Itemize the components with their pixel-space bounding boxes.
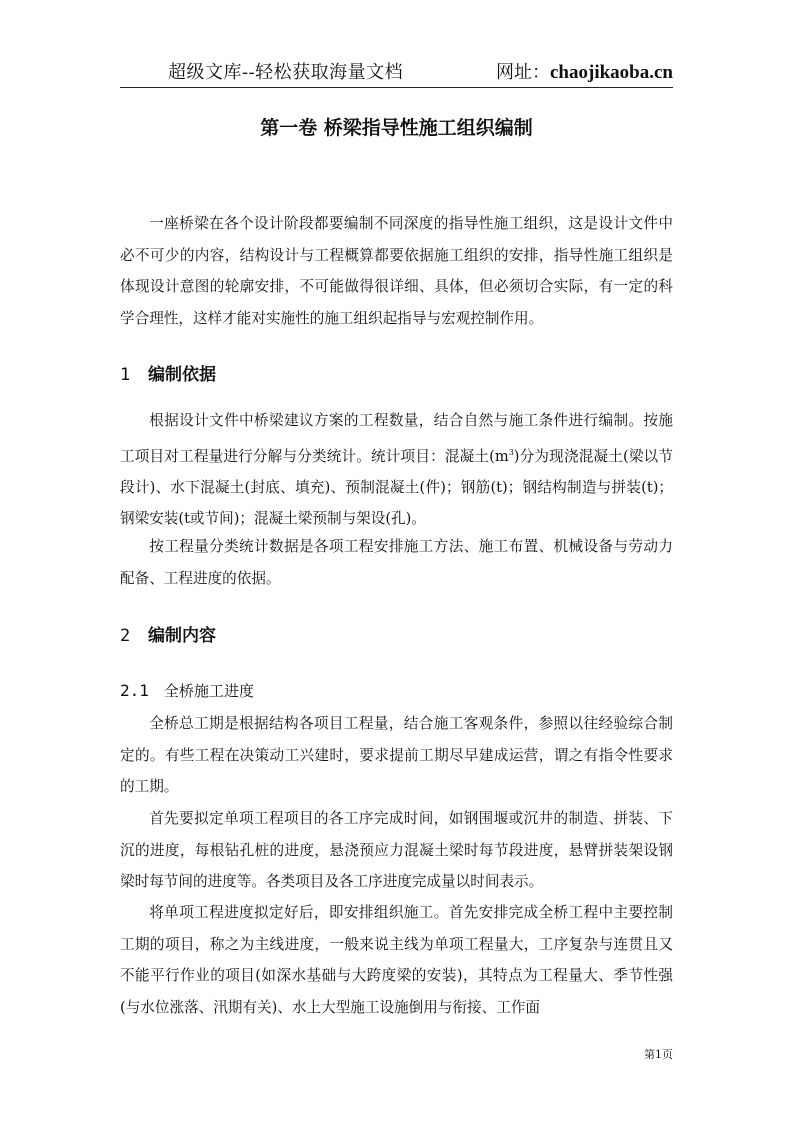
header-url-label: 网址： (496, 62, 550, 83)
text: 根据设计文件中桥梁建议方案的工程数量，结合自然与施工条件进行编制。按施工项目对工程量进行分解与分类统计。统计项目：混凝土(m (120, 412, 673, 465)
header-url (496, 58, 673, 84)
section-1-number: 1 (120, 365, 131, 385)
header-site-name: 超级文库--轻松获取海量文档 (168, 62, 404, 83)
section-2-1-title: 全桥施工进度 (164, 682, 255, 700)
section-2-1-heading (120, 680, 254, 701)
section-2-title: 编制内容 (148, 626, 216, 646)
superscript: 3 (508, 447, 514, 457)
section-1-paragraph-2: 按工程量分类统计数据是各项工程安排施工方法、施工布置、机械设备与劳动力配备、工程进度的依据。 (120, 538, 673, 587)
page-number: 第1页 (644, 1048, 673, 1061)
section-2-1-paragraph-2: 首先要拟定单项工程项目的各工序完成时间，如钢围堰或沉井的制造、拼装、下沉的进度，每根钻孔桩的进度，悬浇预应力混凝土梁时每节段进度，悬臂拼装架设钢梁时每节间的进度等。各类项目及各工序进度完成量以时间表示。 (120, 810, 673, 890)
document-title: 第一卷 桥梁指导性施工组织编制 (260, 117, 533, 139)
page-header (120, 54, 673, 88)
section-1-title: 编制依据 (148, 365, 216, 385)
section-2-1-paragraph-3: 将单项工程进度拟定好后，即安排组织施工。首先安排完成全桥工程中主要控制工期的项目，称之为主线进度，一般来说主线为单项工程量大，工序复杂与连贯且又不能平行作业的项目(如深水基础与大跨度梁的安装)，其特点为工程量大、季节性强(与水位涨落、汛期有关)、水上大型施工设施倒用与衔接、工作面 (120, 904, 673, 1016)
header-url-link[interactable]: chaojikaoba.cn (550, 62, 673, 83)
section-2-heading (120, 621, 216, 646)
section-2-number: 2 (120, 626, 131, 646)
section-2-1-paragraph-1: 全桥总工期是根据结构各项目工程量，结合施工客观条件，参照以往经验综合制定的。有些工程在决策动工兴建时，要求提前工期尽早建成运营，谓之有指令性要求的工期。 (120, 715, 673, 795)
section-1-paragraph-1 (120, 405, 673, 535)
text: )分为现浇混凝土(梁以节段计)、水下混凝土(封底、填充)、预制混凝土(件)；钢筋(t)；钢结构制造与拼装(t)；钢梁安装(t或节间)；混凝土梁预制与架设(孔)。 (120, 447, 673, 528)
intro-paragraph: 一座桥梁在各个设计阶段都要编制不同深度的指导性施工组织，这是设计文件中必不可少的内容，结构设计与工程概算都要依据施工组织的安排，指导性施工组织是体现设计意图的轮廓安排，不可能做得很详细、具体，但必须切合实际，有一定的科学合理性，这样才能对实施性的施工组织起指导与宏观控制作用。 (120, 215, 673, 327)
section-2-1-number: 2.1 (120, 681, 149, 700)
section-1-heading (120, 360, 216, 385)
